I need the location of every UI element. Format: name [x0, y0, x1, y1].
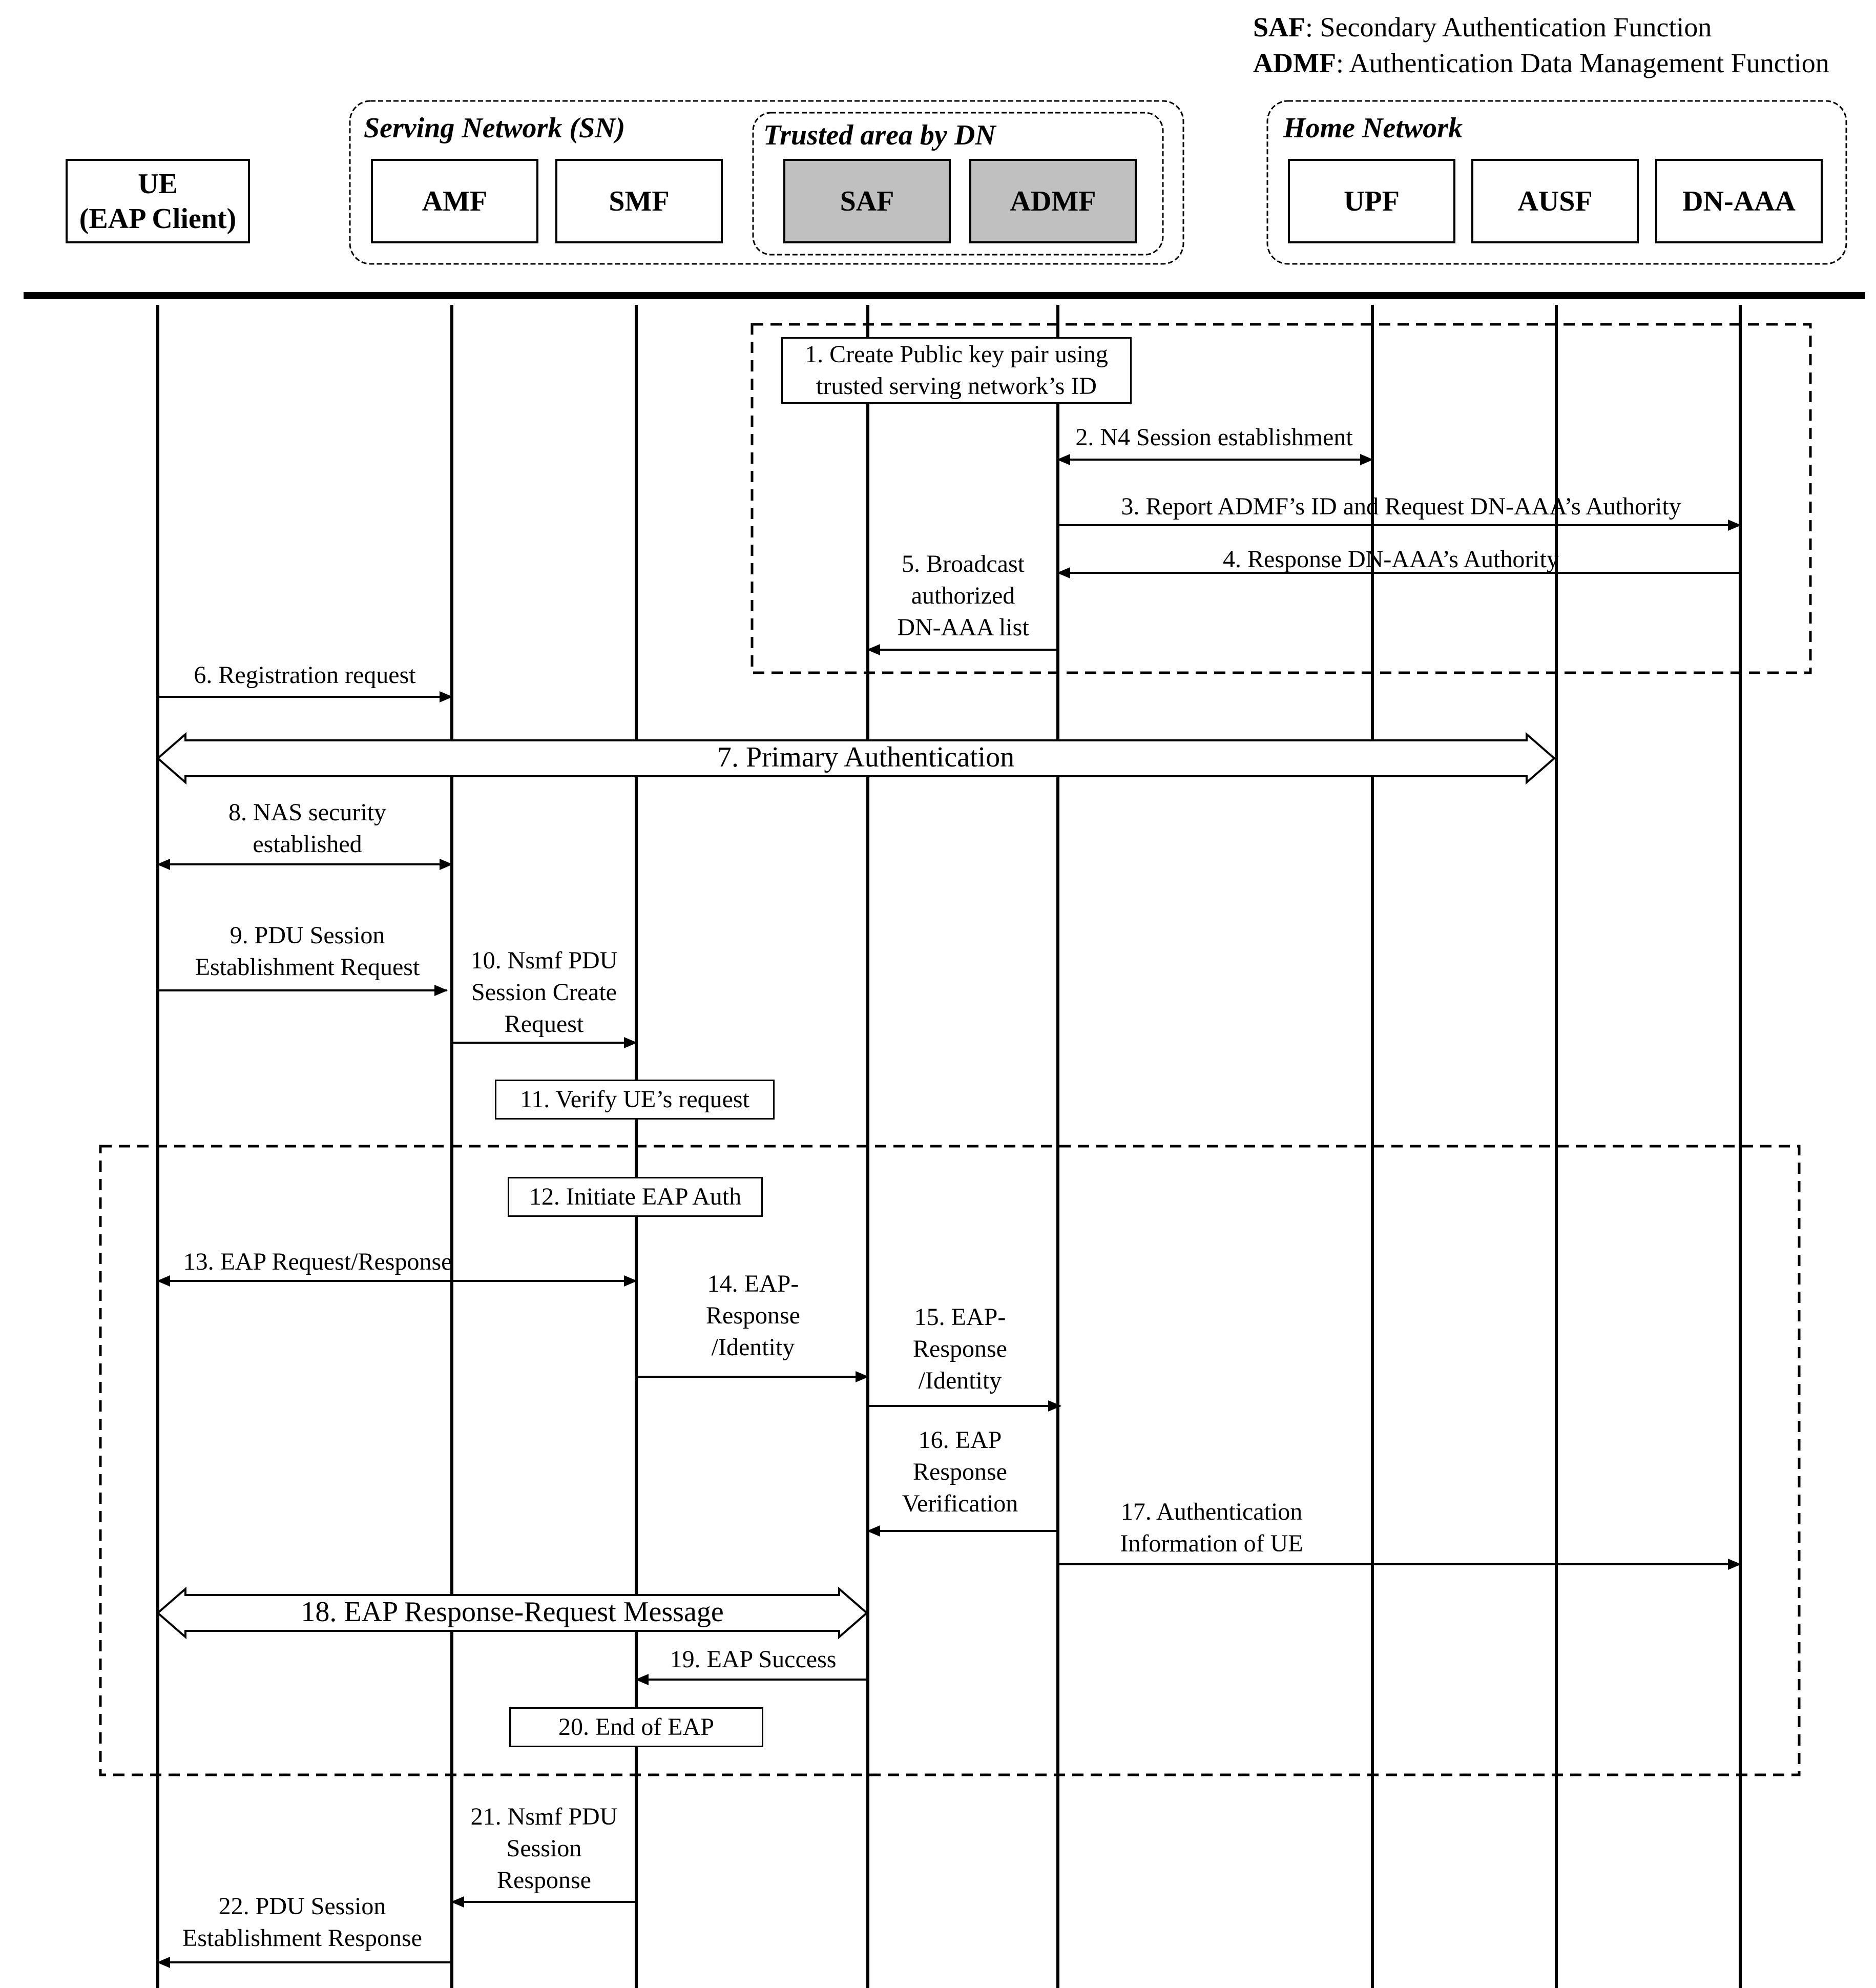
entity-ausf	[1471, 159, 1639, 243]
label-line: 17. Authentication	[1120, 1498, 1303, 1525]
entity-upf	[1288, 159, 1455, 243]
label-line: Response	[706, 1302, 800, 1329]
label-line: 22. PDU Session	[218, 1893, 386, 1920]
entity-smf	[555, 159, 723, 243]
label-line: Request	[504, 1010, 584, 1038]
label-line: Establishment Response	[182, 1924, 422, 1952]
label-line: 9. PDU Session	[230, 922, 385, 949]
serving-network-title: Serving Network (SN)	[364, 112, 626, 144]
label-line: 10. Nsmf PDU	[470, 947, 618, 974]
label-line: authorized	[911, 582, 1015, 609]
step-17-label	[1066, 1496, 1358, 1560]
label-line: Information of UE	[1120, 1530, 1303, 1557]
legend-abbr: SAF	[1253, 12, 1306, 43]
step-8-label	[159, 797, 456, 860]
entity-admf	[969, 159, 1137, 243]
label-line: Response	[913, 1335, 1007, 1362]
entity-label: ADMF	[1010, 185, 1096, 217]
legend-abbr: ADMF	[1253, 48, 1336, 78]
entity-label: SMF	[609, 185, 670, 217]
label-line: 5. Broadcast	[902, 550, 1025, 577]
legend-text: : Secondary Authentication Function	[1305, 12, 1712, 43]
step-2-label: 2. N4 Session establishment	[1075, 424, 1353, 451]
entity-amf	[371, 159, 538, 243]
step-19-label: 19. EAP Success	[670, 1646, 837, 1673]
header-separator	[24, 292, 1865, 299]
label-line: 16. EAP	[918, 1426, 1002, 1454]
step-9-label	[159, 920, 456, 983]
label-line: Establishment Request	[195, 954, 420, 981]
step-13-label: 13. EAP Request/Response	[183, 1248, 452, 1275]
label-line: /Identity	[918, 1367, 1002, 1394]
label-line: 15. EAP-	[914, 1303, 1006, 1331]
step-16-label	[868, 1424, 1052, 1520]
note-line: 1. Create Public key pair using	[805, 341, 1108, 368]
step-11-note: 11. Verify UE’s request	[495, 1080, 775, 1120]
label-line: established	[253, 831, 362, 858]
entity-label: SAF	[840, 185, 894, 217]
label-line: DN-AAA list	[897, 614, 1029, 641]
legend-text: : Authentication Data Management Function	[1336, 48, 1829, 78]
step-21-label	[452, 1801, 636, 1896]
step-5-label	[871, 548, 1055, 644]
step-20-note: 20. End of EAP	[509, 1707, 763, 1747]
entity-label: (EAP Client)	[79, 202, 237, 235]
label-line: 14. EAP-	[707, 1270, 799, 1297]
label-line: Session Create	[471, 979, 617, 1006]
entity-label: UPF	[1344, 185, 1400, 217]
entity-label: DN-AAA	[1682, 185, 1796, 217]
step-15-label	[868, 1301, 1052, 1397]
label-line: Response	[497, 1867, 591, 1894]
entity-label: AUSF	[1517, 185, 1593, 217]
label-line: 21. Nsmf PDU	[470, 1803, 618, 1830]
step-14-label	[651, 1268, 856, 1363]
entity-label: AMF	[422, 185, 488, 217]
entity-saf	[783, 159, 951, 243]
label-line: Response	[913, 1458, 1007, 1485]
label-line: 8. NAS security	[228, 799, 386, 826]
step-10-label	[452, 945, 636, 1040]
entity-ue	[66, 159, 250, 243]
step-3-label: 3. Report ADMF’s ID and Request DN-AAA’s Authority	[1121, 493, 1681, 520]
step-12-note: 12. Initiate EAP Auth	[508, 1177, 763, 1217]
step-6-label: 6. Registration request	[194, 661, 416, 689]
label-line: Verification	[902, 1490, 1018, 1517]
step-4-label: 4. Response DN-AAA’s Authority	[1223, 546, 1559, 573]
step-1-note	[781, 337, 1132, 404]
step-18-label: 18. EAP Response-Request Message	[301, 1596, 724, 1628]
entity-dnaaa	[1655, 159, 1823, 243]
home-network-title: Home Network	[1283, 112, 1463, 144]
label-line: Session	[506, 1835, 582, 1862]
label-line: /Identity	[711, 1334, 795, 1361]
note-line: trusted serving network’s ID	[816, 372, 1097, 400]
step-22-label	[149, 1891, 456, 1954]
step-7-label: 7. Primary Authentication	[717, 741, 1015, 773]
entity-label: UE	[138, 168, 178, 200]
trusted-area-title: Trusted area by DN	[763, 119, 996, 151]
